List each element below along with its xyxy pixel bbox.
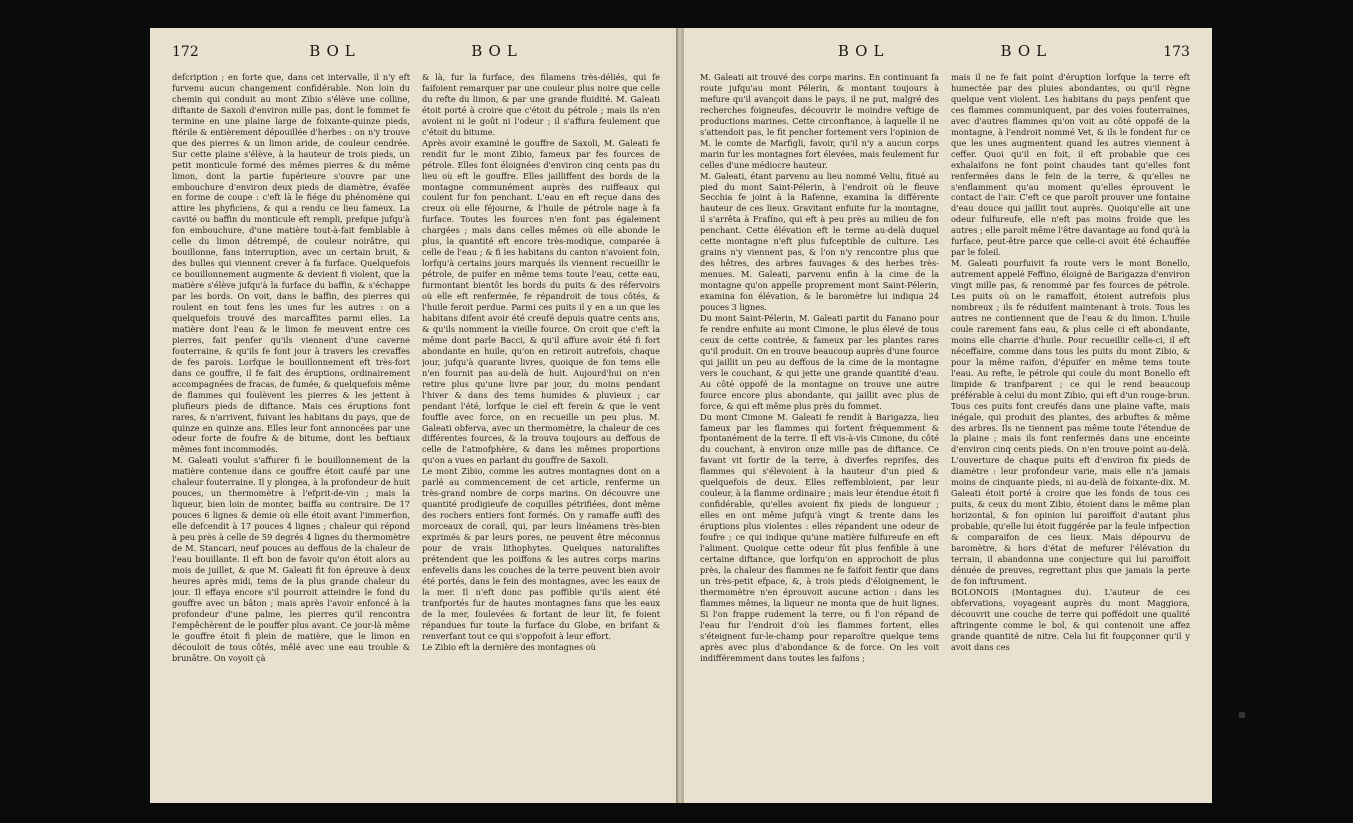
right-page-columns xyxy=(700,72,1190,772)
right-page xyxy=(682,28,1212,803)
right-column-1: M. Galeati ait trouvé des corps marins. En continuant fa route jufqu'au mont Pélerin, & montant toujours à mefure qu'il avançoit dans le pays, il ne put, malgré des recherches foigneufes, découvrir le moindre veftige de productions marines. Cette circonftance, à laquelle il ne s'attendoit pas, le fit pencher fortement vers l'opinion de M. le comte de Marfigli, favoir, qu'il n'y a aucun corps marin fur les montagnes fort élevées, mais feulement fur celles d'une médiocre hauteur. M. Galeati, étant parvenu au lieu nommé Veliu, fitué au pied du mont Saint-Pélerin, à l'endroit où le fleuve Secchia fe joint à la Rafenne, examina la différente hauteur de ces lieux. Gravitant enfuite fur la montagne, il s'arrêta à Frafíno, qui eft à peu près au milieu de fon penchant. Cette élévation eft le terme au-delà duquel cette montagne n'eft plus fufceptible de culture. Les grains n'y viennent pas, & l'on n'y rencontre plus que des hêtres, des arbres fauvages & des herbes très-menues. M. Galeati, parvenu enfin à la cime de la montagne qu'on appelle proprement mont Saint-Pélerin, examina fon élévation, & le baromètre lui indiqua 24 pouces 3 lignes. Du mont Saint-Pélerin, M. Galeati partit du Fanano pour fe rendre enfuite au mont Cimone, le plus élevé de tous ceux de cette contrée, & fameux par les plantes rares qu'il produit. On en trouve beaucoup auprès d'une fource qui jaillit un peu au deffous de la cime de la montagne vers le couchant, & qui jette une grande quantité d'eau. Au côté oppofé de la montagne on trouve une autre fource encore plus abondante, qui jaillit avec plus de force, & qui eft même plus près du fommet. Du mont Cimone M. Galeati fe rendit à Barigazza, lieu fameux par les flammes qui fortent fréquemment & fpontanément de la terre. Il eft vis-à-vis Cimone, du côté du couchant, à environ onze mille pas de diftance. Ce favant vit fortir de la terre, à diverfes reprifes, des flammes qui s'élevoient à la hauteur d'un pied & quelquefois de deux. Elles reffembloient, par leur couleur, à la flamme ordinaire ; mais leur étendue étoit fi confidérable, qu'elles avoient fix pieds de longueur ; elles en ont même jufqu'à vingt & trente dans les éruptions plus violentes : elles répandent une odeur de foufre ; ce qui indique qu'une matière fulfureufe en eft l'aliment. Quoique cette odeur fût plus fenfible à une certaine diftance, que lorfqu'on en approchoit de plus près, la chaleur des flammes ne fe faifoit fentir que dans un très-petit efpace, &, à trois pieds d'éloignement, le thermomètre n'en éprouvoit aucune action : dans les flammes mêmes, la liqueur ne monta que de huit lignes. Si l'on frappe rudement la terre, ou fi l'on répand de l'eau fur l'endroit d'où les flammes fortent, elles s'éteignent fur-le-champ pour reparoître quelque tems après avec plus d'abondance & de force. On les voit indifféremment dans toutes les faifons ; xyxy=(700,72,939,663)
left-column-1: defcription ; en forte que, dans cet intervalle, il n'y eft furvenu aucun changement confidérable. Non loin du chemin qui conduit au mont Zibio s'élève une colline, diftante de Saxoli d'environ mille pas, dont le fommet fe termine en une plaine large de foixante-quinze pieds, ftérile & entièrement dépouillée d'herbes : on n'y trouve que des pierres & un limon aride, de couleur cendrée. Sur cette plaine s'élève, à la hauteur de trois pieds, un petit monticule formé des mêmes pierres & du même limon, dont la partie fupérieure s'ouvre par une embouchure d'environ deux pieds de diamètre, évafée en forme de coupe : c'eft là le fiége du phénomène qui attire les phyficiens, & qui a rendu ce lieu fameux. La cavité ou baffin du monticule eft rempli, prefque jufqu'à fon embouchure, d'une matière tout-à-fait femblable à celle du limon détrempé, de couleur noirâtre, qui bouillonne, fans interruption, avec un certain bruit, & des bulles qui viennent crever à fa furface. Quelquefois ce bouillonnement augmente & devient fi violent, que la matière s'élève jufqu'à la furface du baffin, & s'échappe par les bords. On voit, dans le baffin, des pierres qui roulent en tout fens les unes fur les autres : on a quelquefois trouvé des marcaffites parmi elles. La matière dont l'eau & le limon fe meuvent entre ces pierres, fait penfer qu'ils viennent d'une caverne fouterraine, & qu'ils fe font jour à travers les crevaffes de fes parois. Lorfque le bouillonnement eft très-fort dans ce gouffre, il fe fait des éruptions, ordinairement accompagnées de fracas, de fumée, & quelquefois même de flammes qui foulèvent les pierres & les jettent à plufieurs pieds de diftance. Mais ces éruptions font rares, & n'arrivent, fuivant les habitans du pays, que de quinze en quinze ans. Elles leur font annoncées par une odeur forte de foufre & de bitume, dont les beftiaux mêmes font incommodés. M. Galeati voulut s'affurer fi le bouillonnement de la matière contenue dans ce gouffre étoit caufé par une chaleur fouterraine. Il y plongea, à la profondeur de huit pouces, un thermomètre à l'efprit-de-vin ; mais la liqueur, bien loin de monter, baiffa au contraire. De 17 pouces 6 lignes & demie où elle étoit avant l'immerfion, elle defcendit à 17 pouces 4 lignes ; chaleur qui répond à peu près à celle de 59 degrés 4 lignes du thermomètre de M. Stancari, neuf pouces au deffous de la chaleur de l'eau bouillante. Il eft bon de favoir qu'on étoit alors au mois de juillet, & que M. Galeati fit fon épreuve à deux heures après midi, tems de la plus grande chaleur du jour. Il effaya encore s'il pourroit atteindre le fond du gouffre avec un bâton ; mais après l'avoir enfoncé à la profondeur d'une palme, les pierres qu'il rencontra l'empêchèrent de le pouffer plus avant. Ce jour-là même le gouffre étoit fi plein de matière, que le limon en découloit de tous côtés, mêlé avec une eau trouble & brunâtre. On voyoit çà xyxy=(172,72,410,663)
left-page-header xyxy=(172,42,660,68)
right-running-head-1: BOL xyxy=(837,42,890,60)
left-page-columns xyxy=(172,72,660,772)
right-running-head-2: BOL xyxy=(1000,42,1053,60)
left-running-head-2: BOL xyxy=(471,42,523,60)
ink-mark-icon xyxy=(1239,712,1245,718)
left-page xyxy=(150,28,678,803)
right-column-2: mais il ne fe fait point d'éruption lorfque la terre eft humectée par des pluies abondantes, ou qu'il règne quelque vent violent. Les habitans du pays penfent que ces flammes communiquent, par des voies fouterraines, avec d'autres flammes qu'on voit au côté oppofé de la montagne, à l'endroit nommé Vet, & ils le fondent fur ce que les unes augmentent quand les autres viennent à ceffer. Quoi qu'il en foit, il eft probable que ces exhalaifons ne font point chaudes tant qu'elles font renfermées dans le fein de la terre, & qu'elles ne s'enflamment qu'au moment qu'elles éprouvent le contact de l'air. C'eft ce que paroît prouver une fontaine d'eau douce qui jaillit tout auprès. Quoiqu'elle ait une odeur fulfureufe, elle n'eft pas moins froide que les autres ; elle paroît même l'être davantage au fond qu'à la furface, peut-être parce que celle-ci avoit été échauffée par le foleil. M. Galeati pourfuivit fa route vers le mont Bonello, autrement appelé Feffino, éloigné de Barigazza d'environ vingt mille pas, & renommé par fes fources de pétrole. Les puits où on le ramaffoit, étoient autrefois plus nombreux ; ils fe réduifent maintenant à trois. Tous les autres ne contiennent que de l'eau & du limon. L'huile coule rarement fans eau, & plus celle ci eft abondante, moins elle charrie d'huile. Pour recueillir celle-ci, il eft néceffaire, comme dans tous les puits du mont Zibio, & pour la même raifon, d'épuifer en même tems toute l'eau. Au refte, le pétrole qui coule du mont Bonello eft limpide & tranfparent ; ce qui le rend beaucoup préférable à celui du mont Zibio, qui eft d'un rouge-brun. Tous ces puits font creufés dans une plaine vafte, mais inégale, qui produit des plantes, des arbuftes & même des arbres. Ils ne tiennent pas même toute l'étendue de la plaine ; mais ils font renfermés dans une enceinte d'environ cinq cents pieds. On n'en trouve point au-delà. L'ouverture de chaque puits eft d'environ fix pieds de diamètre : leur profondeur varie, mais elle n'a jamais moins de cinquante pieds, ni au-delà de foixante-dix. M. Galeati étoit porté à croire que les fonds de tous ces puits, & ceux du mont Zibio, étoient dans le même plan horizontal, & fon opinion lui paroiffoit d'autant plus probable, qu'elle lui étoit fuggérée par la feule infpection & comparaifon de ces lieux. Mais dépourvu de baromètre, & hors d'état de mefurer l'élévation du terrain, il abandonna une conjecture qui lui paroiffoit dénuée de preuves, regrettant plus que jamais la perte de fon inftrument. BOLONOIS (Montagnes du). L'auteur de ces obfervations, voyageant auprès du mont Maggiora, découvrit une couche de terre qui poffédoit une qualité aftringente comme le bol, & qui contenoit une affez grande quantité de nitre. Cela lui fit foupçonner qu'il y avoit dans ces xyxy=(951,72,1190,652)
left-column-2: & là, fur la furface, des filamens très-déliés, qui fe faifoient remarquer par une couleur plus noire que celle du refte du limon, & par une grande fluidité. M. Galeati étoit porté à croire que c'étoit du pétrole ; mais ils n'en avoient ni le goût ni l'odeur ; il s'affura feulement que c'étoit du bitume. Après avoir examiné le gouffre de Saxoli, M. Galeati fe rendit fur le mont Zibio, fameux par fes fources de pétrole. Elles font éloignées d'environ cinq cents pas du lieu où eft le gouffre. Elles jailliffent des bords de la montagne communément auprès des ruiffeaux qui coulent fur fon penchant. L'eau en eft reçue dans des creux où elle féjourne, & l'huile de pétrole nage à fa furface. Toutes les fources n'en font pas également chargées ; mais dans celles mêmes où elle abonde le plus, la quantité eft encore très-modique, comparée à celle de l'eau ; & fi les habitans du canton n'avoient foin, lorfqu'à certains jours marqués ils viennent recueillir le pétrole, de puifer en même tems toute l'eau, cette eau, furmontant bientôt les bords du puits & des réfervoirs où elle eft renfermée, fe répandroit de tous côtés, & l'huile feroit perdue. Parmi ces puits il y en a un que les habitans difent avoir été creufé depuis quatre cents ans, & qu'ils nomment la vieille fource. On croit que c'eft la même dont parle Bacci, & qu'il affure avoir été fi fort abondante en huile, qu'on en retiroit autrefois, chaque jour, jufqu'à quarante livres, quoique de fon tems elle n'en fournit pas au-delà de huit. Aujourd'hui on n'en retire plus qu'une livre par jour, du moins pendant l'hiver & dans des tems humides & pluvieux ; car pendant l'été, lorfque le ciel eft ferein & que le vent fouffle avec force, on en recueille un peu plus. M. Galeati obferva, avec un thermomètre, la chaleur de ces différentes fources, & la trouva toujours au deffous de celle de l'atmofphère, & dans les mêmes proportions qu'on a vues en parlant du gouffre de Saxoli. Le mont Zibio, comme les autres montagnes dont on a parlé au commencement de cet article, renferme un très-grand nombre de corps marins. On découvre une quantité prodigieufe de coquilles pétrifiées, dont même des rochers entiers font formés. On y ramaffe auffi des morceaux de corail, qui, par leurs linéamens très-bien exprimés & par leurs pores, ne peuvent être méconnus pour de vrais lithophytes. Quelques naturaliftes prétendent que les poiffons & les autres corps marins enfevelis dans les couches de la terre peuvent bien avoir été portés, dans le fein des montagnes, avec les eaux de la mer. Il n'eft donc pas poffible qu'ils aient été tranfportés fur de hautes montagnes fans que les eaux de la mer, foulevées & fortant de leur lit, fe foient répandues fur toute la furface du Globe, en brifant & renverfant tout ce qui s'oppofoit à leur effort. Le Zibio eft la dernière des montagnes où xyxy=(422,72,660,652)
right-page-header xyxy=(700,42,1190,68)
left-page-number: 172 xyxy=(172,44,199,60)
left-running-head-1: BOL xyxy=(309,42,361,60)
right-page-number: 173 xyxy=(1163,44,1190,60)
